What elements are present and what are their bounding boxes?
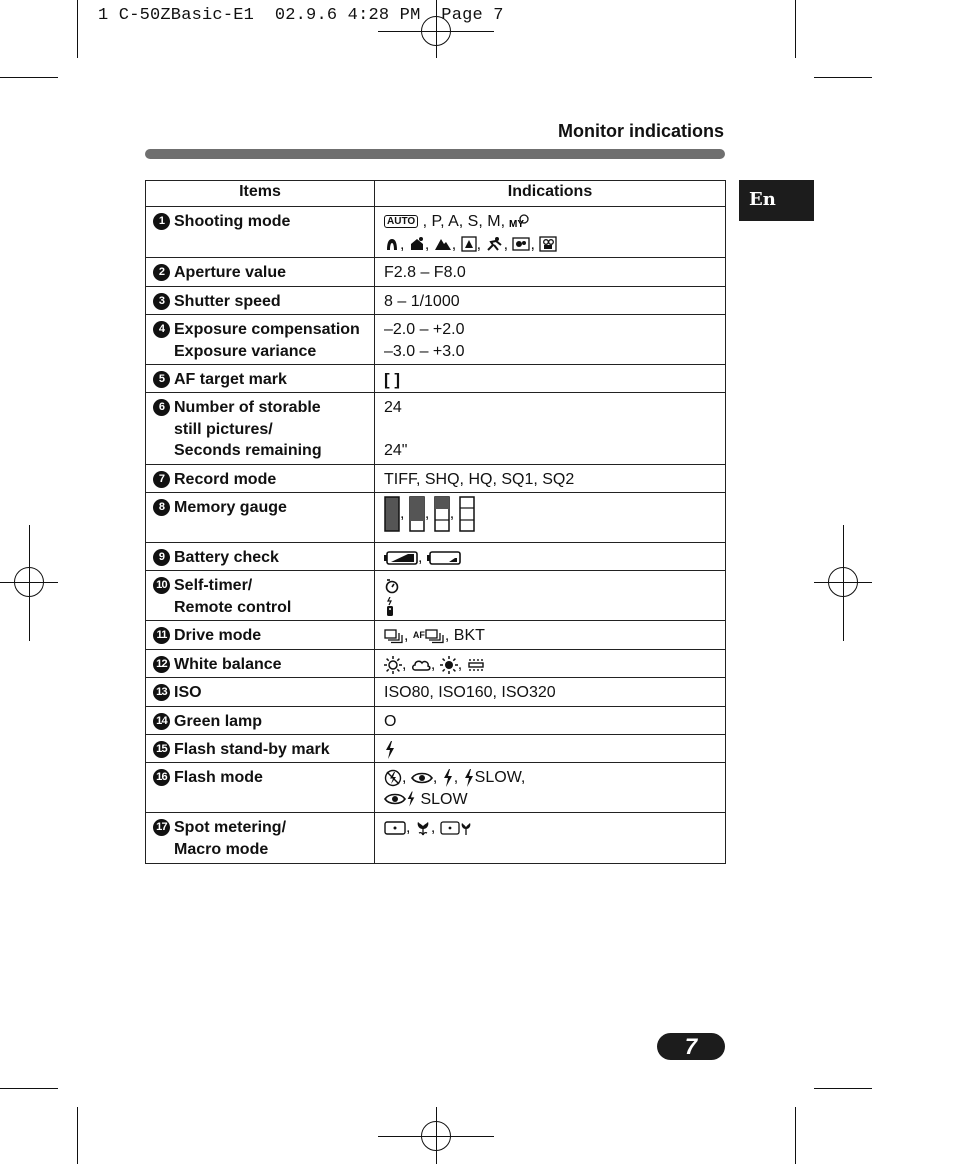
table-row [146,707,726,735]
crop-mark [0,77,58,78]
memory-half-icon [409,496,425,532]
red-eye-icon [384,792,406,806]
indication-cell [375,465,726,493]
spot-icon [384,821,406,835]
item-label: White balance [174,656,282,673]
fluorescent-icon [467,657,485,673]
macro-icon [415,820,431,836]
landscape-icon [434,236,452,252]
header-date: 02.9.6 [274,6,338,25]
column-header-indications: Indications [375,181,726,207]
spot-macro-icon [440,820,474,836]
crop-mark [795,1107,796,1164]
item-cell [146,621,375,650]
item-cell [146,707,375,735]
indication-cell [375,571,726,621]
item-label: Remote control [174,598,292,616]
memory-low-icon [434,496,450,532]
flash-icon [406,791,416,807]
item-cell [146,735,375,763]
table-row [146,207,726,258]
af-label: AF [412,630,425,641]
item-label: still pictures/ [174,420,273,438]
item-label: Memory gauge [174,499,287,516]
item-label: Self-timer/ [174,577,253,594]
item-label: Macro mode [174,840,269,858]
indication-text: SLOW, [474,769,526,786]
table-row [146,365,726,393]
column-header-items: Items [146,181,375,207]
registration-line [843,525,844,641]
item-cell [146,763,375,813]
indication-cell: , AF , BKT [375,621,726,650]
sequential-shooting-icon [384,628,404,644]
item-label: Number of storable [174,399,321,416]
indication-cell: , , [375,813,726,864]
indication-text: TIFF, SHQ, HQ, SQ1, SQ2 [384,471,575,488]
table-row [146,650,726,678]
sunny-icon [384,656,402,674]
item-cell [146,678,375,707]
landscape-portrait-icon [461,236,477,252]
table-row [146,287,726,315]
item-cell [146,287,375,315]
item-label: Exposure compensation [174,321,360,338]
item-label: ISO [174,684,202,701]
language-tab: En [739,180,814,221]
item-cell [146,493,375,543]
flash-off-icon [384,769,402,787]
item-cell [146,813,375,864]
indication-text: 24 [384,399,402,416]
item-label: Drive mode [174,627,262,644]
item-cell [146,393,375,465]
svg-text:MY: MY [509,218,525,230]
indication-text: , P, A, S, M, [422,213,506,230]
self-timer-icon [384,578,400,594]
indication-cell: , , , SLOW, SLOW [375,763,726,813]
indication-cell: AUTO , P, A, S, M, MY , , , , , , [375,207,726,258]
indication-cell [375,315,726,365]
crop-mark [77,0,78,58]
table-row [146,493,726,543]
item-number: 9 [153,549,170,566]
table-row [146,258,726,287]
item-label: Shutter speed [174,293,281,310]
crop-mark [814,1088,872,1089]
indication-cell [375,678,726,707]
crop-mark [77,1107,78,1164]
af-target-mark: [ ] [384,370,401,389]
indication-text: 8 – 1/1000 [384,293,460,310]
indication-text: ISO80, ISO160, ISO320 [384,684,556,701]
table-row [146,393,726,465]
item-number: 13 [153,684,170,701]
item-number: 1 [153,213,170,230]
item-number: 12 [153,656,170,673]
sports-icon [486,236,504,252]
indication-cell [375,365,726,393]
crop-mark [0,1088,58,1089]
indications-table [145,180,726,864]
remote-control-icon [384,597,396,617]
item-cell [146,650,375,678]
table-row [146,735,726,763]
registration-line [436,1107,437,1164]
item-cell [146,365,375,393]
header-file: 1 C-50ZBasic-E1 [98,6,255,25]
item-number: 15 [153,741,170,758]
night-portrait-icon [409,236,425,252]
item-label: Flash mode [174,769,263,786]
title-bar [145,149,725,159]
indication-text: 24" [384,442,408,459]
flash-icon [442,769,454,787]
item-number: 10 [153,577,170,594]
item-label: Battery check [174,549,279,566]
item-cell [146,571,375,621]
item-cell [146,258,375,287]
indication-cell [375,707,726,735]
item-number: 4 [153,321,170,338]
flash-icon [463,769,475,787]
indication-text: F2.8 – F8.0 [384,264,466,281]
indication-cell [375,258,726,287]
portrait-icon [384,236,400,252]
registration-line [436,0,437,58]
item-cell [146,207,375,258]
battery-low-icon [427,551,461,565]
memory-empty-icon [459,496,475,532]
red-eye-icon [411,771,433,785]
table-row [146,763,726,813]
item-label: Exposure variance [174,342,317,360]
indication-text: SLOW [420,790,468,808]
item-label: Aperture value [174,264,287,281]
table-row [146,813,726,864]
indication-cell [375,287,726,315]
tungsten-icon [440,656,458,674]
header-page: Page 7 [441,6,504,25]
table-row [146,315,726,365]
item-number: 2 [153,264,170,281]
crop-mark [795,0,796,58]
item-label: Record mode [174,471,277,488]
item-label: Flash stand-by mark [174,741,330,758]
item-label: Green lamp [174,713,263,730]
table-row [146,543,726,571]
table-row [146,465,726,493]
indication-cell [375,735,726,763]
table-row [146,621,726,650]
item-number: 3 [153,293,170,310]
indication-text: , BKT [444,627,485,644]
indication-text: O [384,713,397,730]
item-number: 7 [153,471,170,488]
af-sequential-icon [425,628,445,644]
table-row [146,571,726,621]
section-title: Monitor indications [558,121,724,141]
item-number: 8 [153,499,170,516]
memory-full-icon [384,496,400,532]
item-label: Shooting mode [174,213,291,230]
indication-cell: , [375,543,726,571]
cloudy-icon [411,657,431,673]
my-mode-icon [509,214,529,230]
item-label: Spot metering/ [174,819,287,836]
item-number: 5 [153,371,170,388]
registration-line [29,525,30,641]
header-time: 4:28 PM [347,6,421,25]
item-label: AF target mark [174,371,287,388]
item-number: 14 [153,713,170,730]
indication-text: –2.0 – +2.0 [384,321,465,338]
indication-cell [375,393,726,465]
self-portrait-icon [512,236,530,252]
table-header-row [146,181,726,207]
flash-icon [384,741,396,759]
item-label: Seconds remaining [174,442,322,459]
crop-mark [814,77,872,78]
auto-mode-icon: AUTO [384,215,418,228]
item-cell [146,315,375,365]
page-number: 7 [657,1033,725,1060]
battery-full-icon [384,551,418,565]
indication-cell: , , , [375,650,726,678]
item-number: 17 [153,819,170,836]
table-row [146,678,726,707]
indication-cell: , , , [375,493,726,543]
item-number: 6 [153,399,170,416]
item-cell [146,543,375,571]
movie-icon [539,236,557,252]
item-number: 16 [153,769,170,786]
indication-text: –3.0 – +3.0 [384,342,465,360]
item-number: 11 [153,627,170,644]
item-cell [146,465,375,493]
